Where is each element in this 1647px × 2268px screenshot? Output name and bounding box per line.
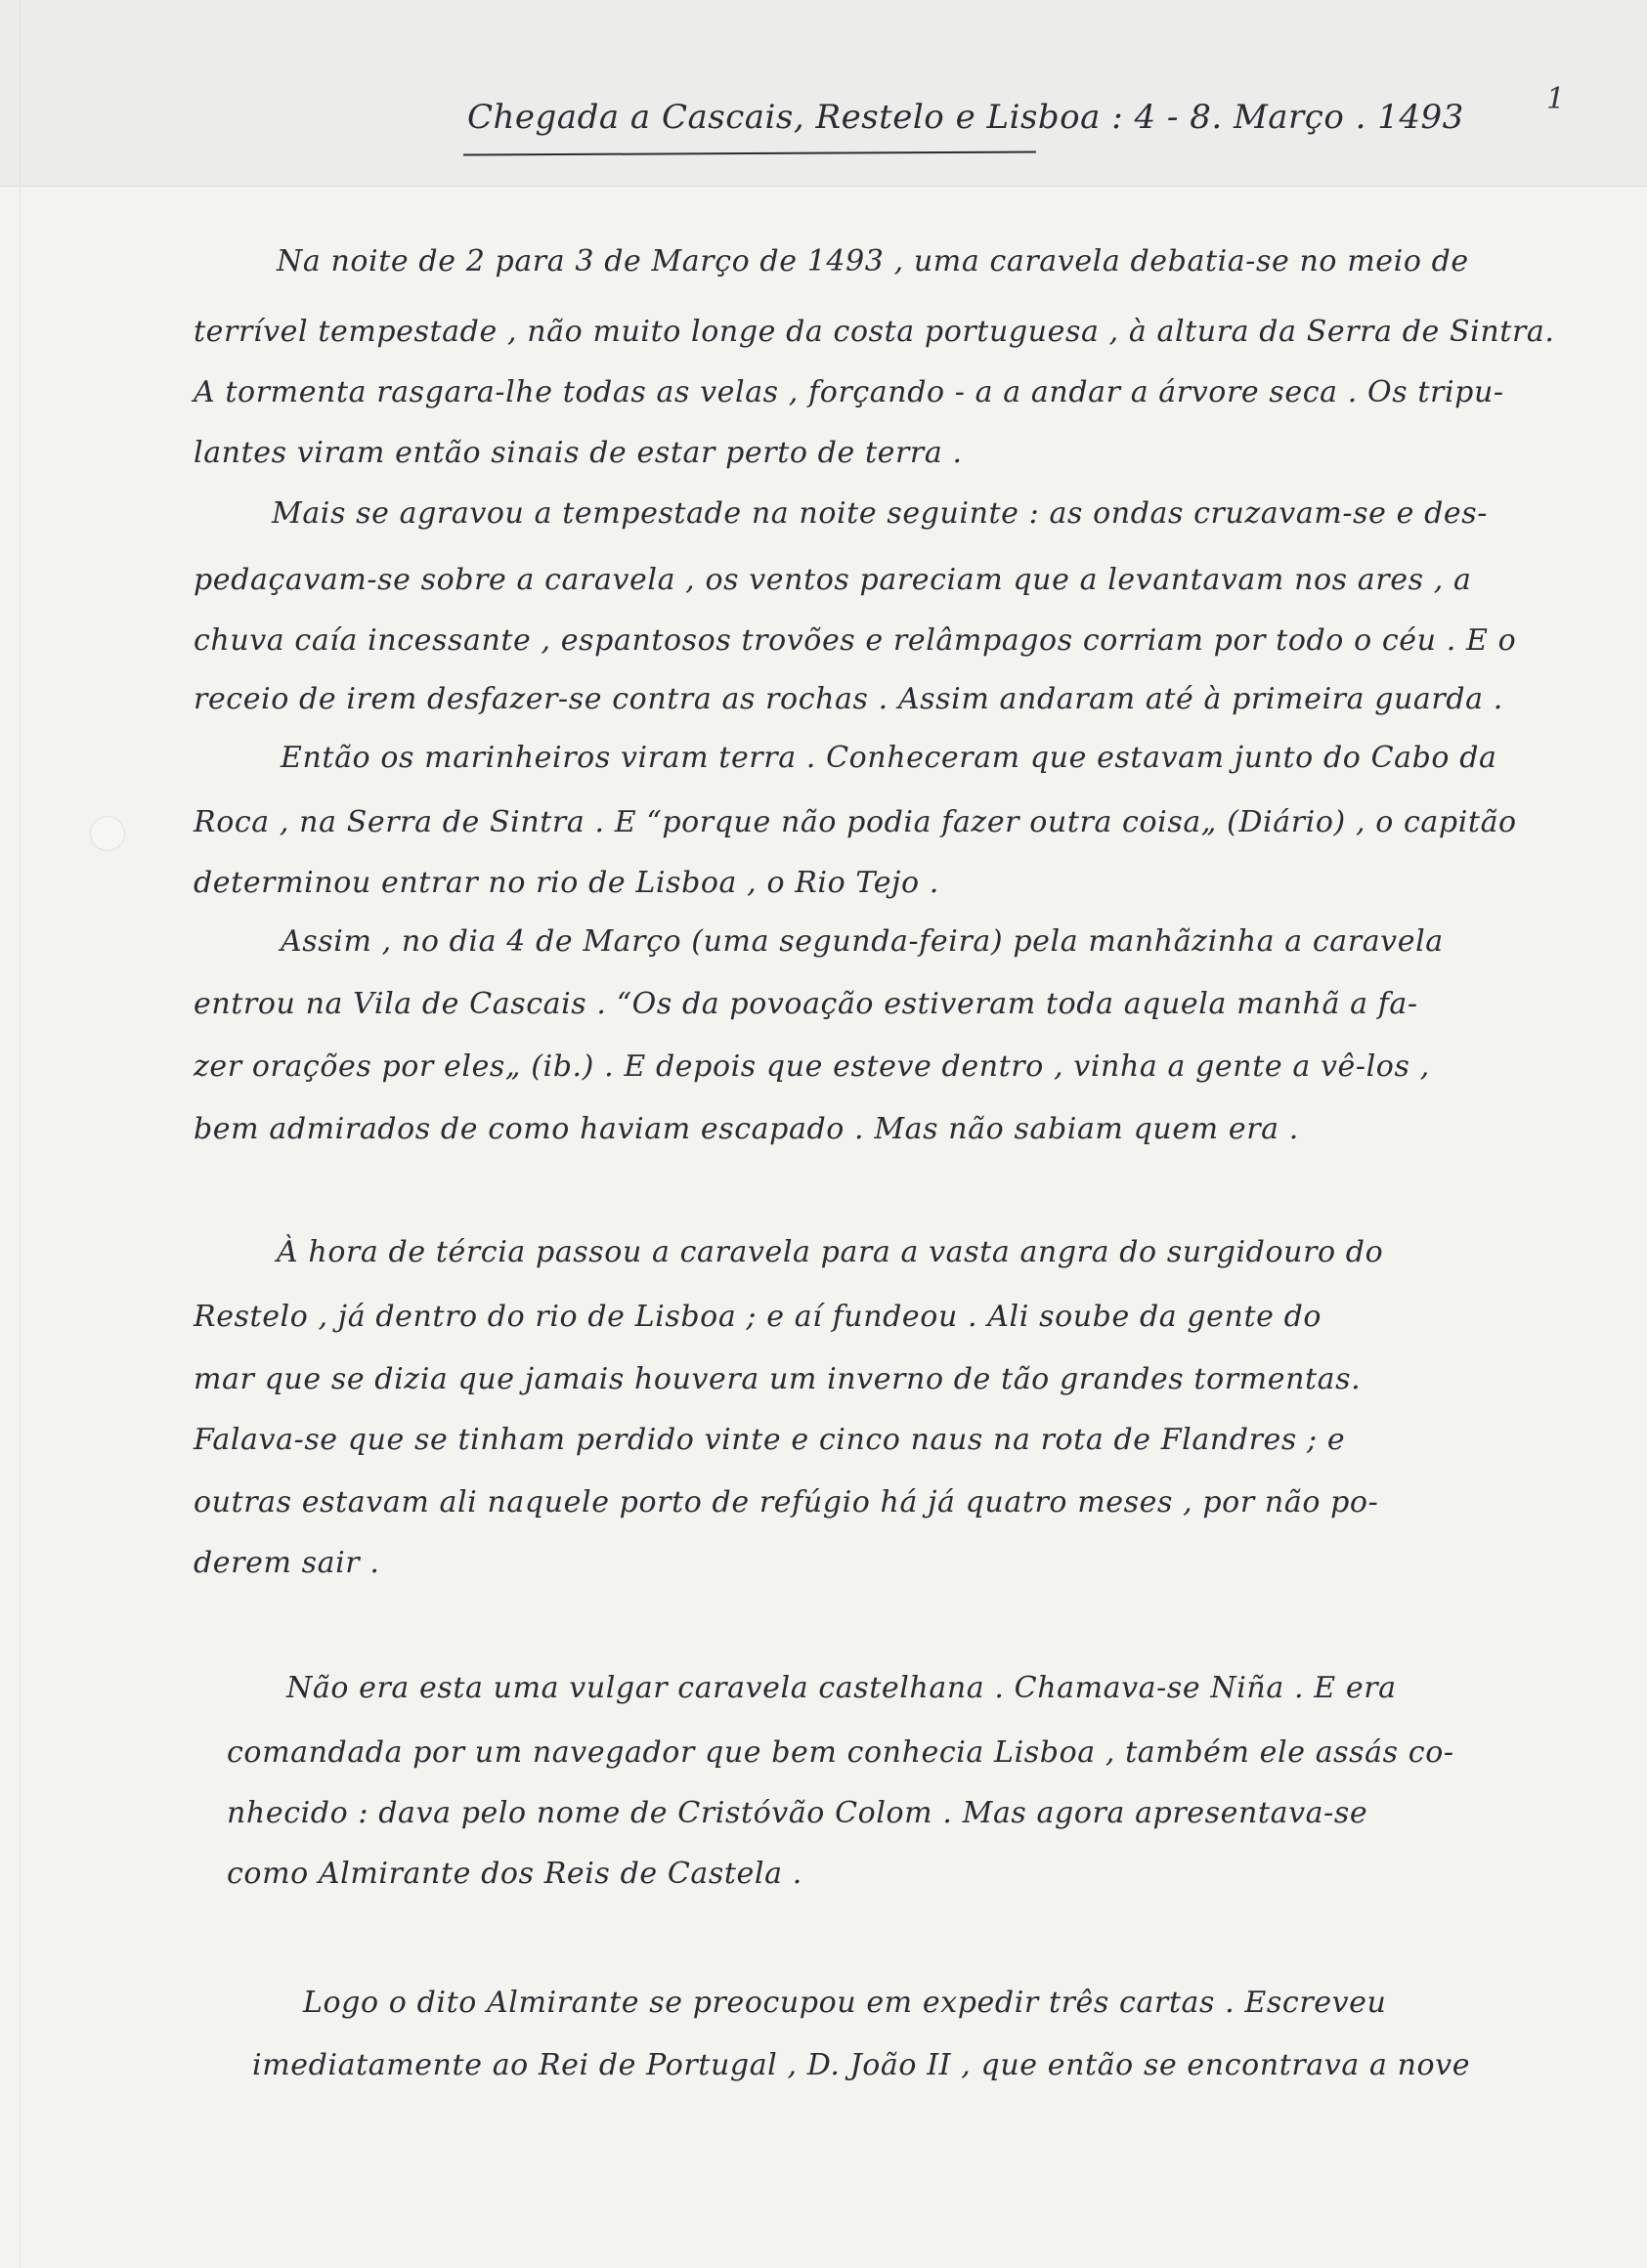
text-line: terrível tempestade , não muito longe da costa portuguesa , à altura da Serra de Sintra. [194,315,1555,349]
scan-top-band [0,0,1647,186]
text-line: entrou na Vila de Cascais . “Os da povoação estiveram toda aquela manhã a fa- [194,987,1418,1021]
text-line: lantes viram então sinais de estar perto de terra . [194,436,963,470]
text-line: Não era esta uma vulgar caravela castelhana . Chamava-se Niña . E era [286,1671,1397,1705]
page-number: 1 [1546,82,1566,116]
text-line: pedaçavam-se sobre a caravela , os ventos pareciam que a levantavam nos ares , a [194,563,1472,597]
text-line: Falava-se que se tinham perdido vinte e cinco naus na rota de Flandres ; e [194,1423,1346,1457]
text-line: Mais se agravou a tempestade na noite seguinte : as ondas cruzavam-se e des- [272,496,1488,531]
text-line: À hora de tércia passou a caravela para a vasta angra do surgidouro do [277,1235,1384,1269]
text-line: zer orações por eles„ (ib.) . E depois que esteve dentro , vinha a gente a vê-los , [194,1049,1430,1084]
text-line: Restelo , já dentro do rio de Lisboa ; e aí fundeou . Ali soube da gente do [194,1300,1322,1334]
text-line: Então os marinheiros viram terra . Conheceram que estavam junto do Cabo da [281,741,1497,775]
text-line: determinou entrar no rio de Lisboa , o Rio Tejo . [194,866,939,900]
text-line: Logo o dito Almirante se preocupou em expedir três cartas . Escreveu [303,1986,1387,2020]
text-line: nhecido : dava pelo nome de Cristóvão Colom . Mas agora apresentava-se [227,1796,1368,1830]
text-line: como Almirante dos Reis de Castela . [227,1857,802,1891]
text-line: Na noite de 2 para 3 de Março de 1493 , uma caravela debatia-se no meio de [277,244,1469,278]
text-line: outras estavam ali naquele porto de refúgio há já quatro meses , por não po- [194,1485,1379,1519]
scan-left-edge [20,0,21,2268]
page-title: Chegada a Cascais, Restelo e Lisboa : 4 - 8. Março . 1493 [467,98,1464,137]
text-line: Assim , no dia 4 de Março (uma segunda-feira) pela manhãzinha a caravela [281,924,1444,959]
scan-edge-line [0,186,1647,187]
text-line: Roca , na Serra de Sintra . E “porque não podia fazer outra coisa„ (Diário) , o capitão [194,805,1517,839]
punch-hole [90,816,125,851]
text-line: imediatamente ao Rei de Portugal , D. João II , que então se encontrava a nove [252,2048,1471,2082]
text-line: mar que se dizia que jamais houvera um inverno de tão grandes tormentas. [194,1362,1362,1396]
text-line: bem admirados de como haviam escapado . Mas não sabiam quem era . [194,1112,1299,1146]
text-line: derem sair . [194,1546,380,1580]
text-line: chuva caía incessante , espantosos trovões e relâmpagos corriam por todo o céu . E o [194,623,1517,658]
text-line: comandada por um navegador que bem conhecia Lisboa , também ele assás co- [227,1735,1454,1770]
text-line: receio de irem desfazer-se contra as rochas . Assim andaram até à primeira guarda . [194,682,1503,716]
text-line: A tormenta rasgara-lhe todas as velas , forçando - a a andar a árvore seca . Os tripu- [194,375,1504,409]
